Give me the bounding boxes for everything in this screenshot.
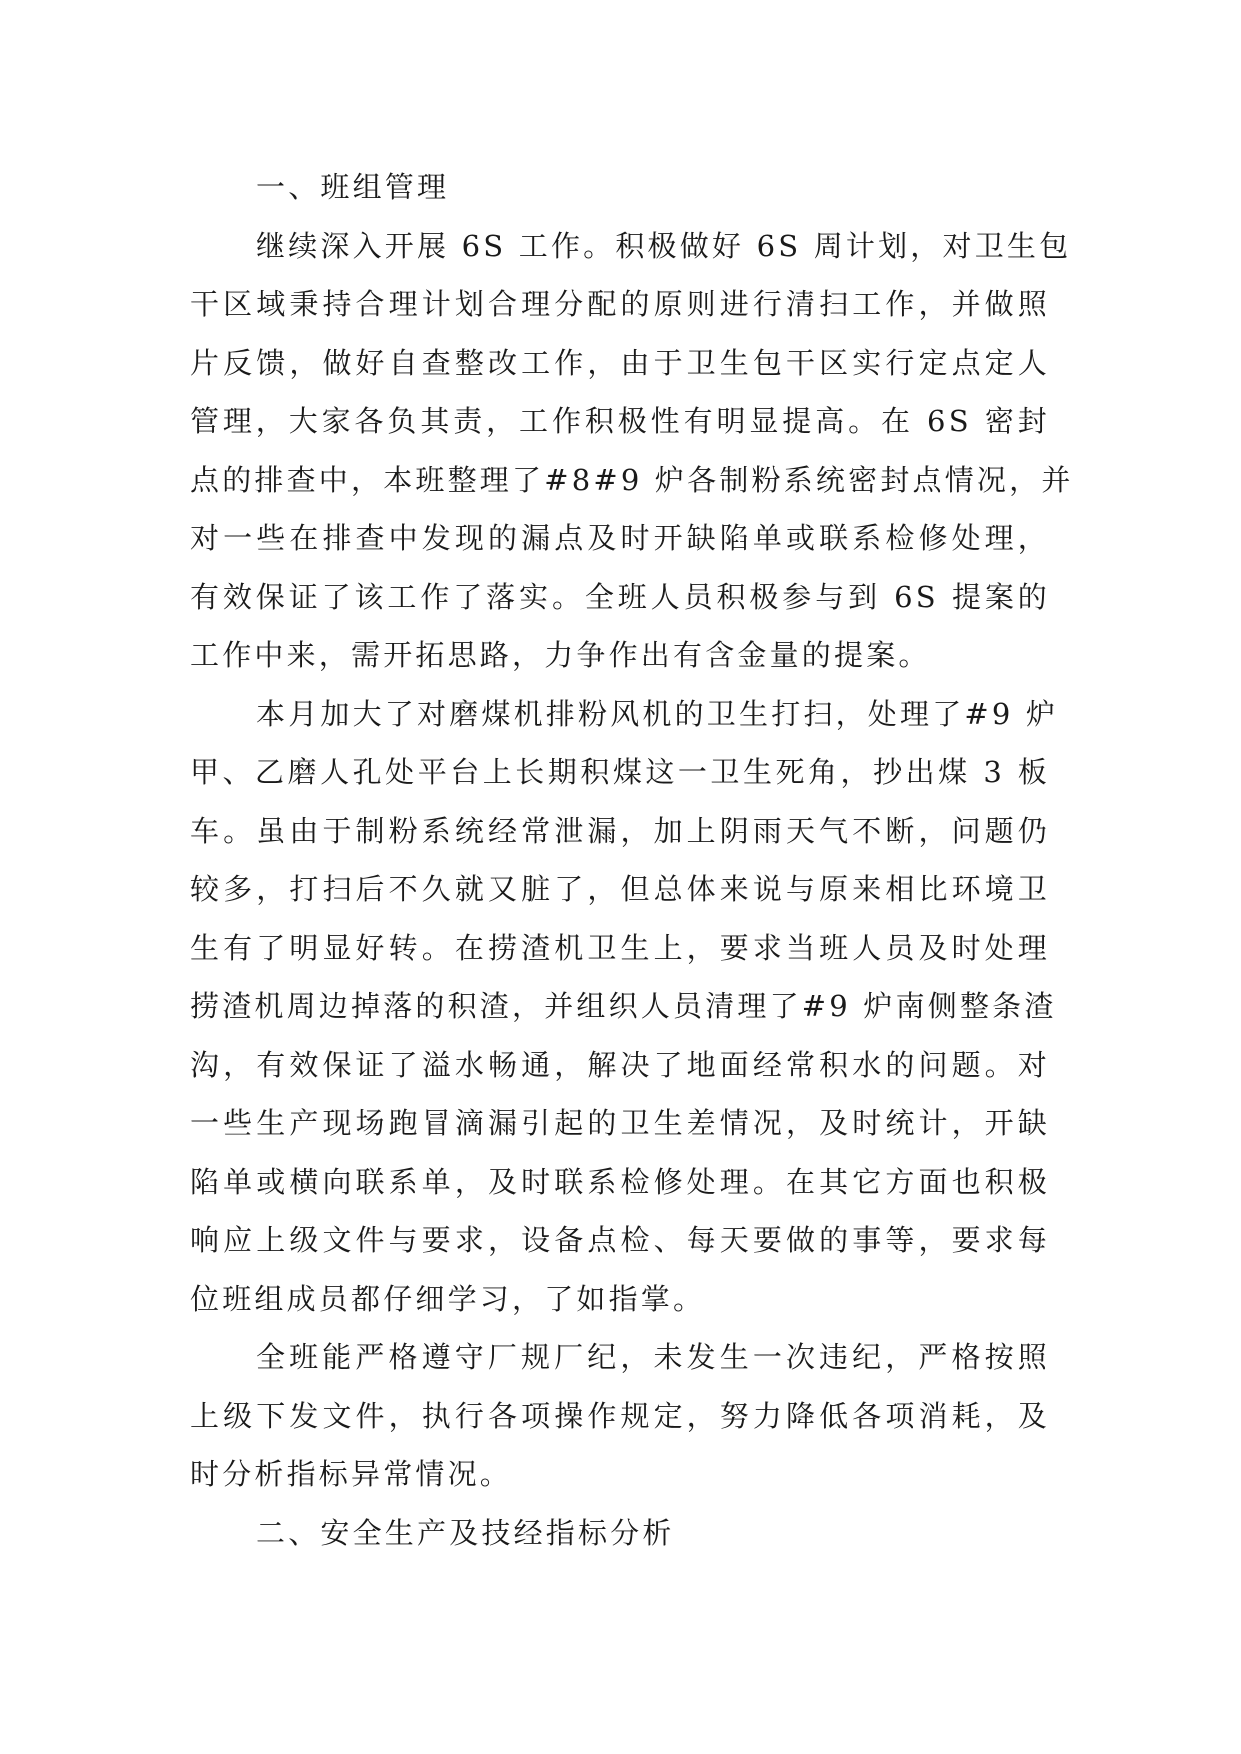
text-line: 点的排查中，本班整理了#8#9 炉各制粉系统密封点情况，并 <box>190 462 1074 497</box>
section-heading-safety-production: 二、安全生产及技经指标分析 <box>256 1515 675 1550</box>
text-line: 本月加大了对磨煤机排粉风机的卫生打扫，处理了#9 炉 <box>256 696 1059 731</box>
text-line: 位班组成员都仔细学习，了如指掌。 <box>190 1281 706 1316</box>
text-line: 管理，大家各负其责，工作积极性有明显提高。在 6S 密封 <box>190 404 1050 438</box>
text-line: 片反馈，做好自查整改工作，由于卫生包干区实行定点定人 <box>190 345 1050 380</box>
text-line: 时分析指标异常情况。 <box>190 1457 513 1491</box>
text-line: 工作中来，需开拓思路，力争作出有含金量的提案。 <box>190 638 931 672</box>
text-line: 较多，打扫后不久就又脏了，但总体来说与原来相比环境卫 <box>190 872 1050 906</box>
section-heading-team-management: 一、班组管理 <box>256 170 450 204</box>
text-line: 捞渣机周边掉落的积渣，并组织人员清理了#9 炉南侧整条渣 <box>190 989 1057 1023</box>
text-line: 沟，有效保证了溢水畅通，解决了地面经常积水的问题。对 <box>190 1047 1050 1082</box>
paragraph-6s-work <box>190 217 1074 685</box>
text-line: 继续深入开展 6S 工作。积极做好 6S 周计划，对卫生包 <box>256 228 1072 263</box>
text-line: 生有了明显好转。在捞渣机卫生上，要求当班人员及时处理 <box>190 930 1050 965</box>
text-line: 有效保证了该工作了落实。全班人员积极参与到 6S 提案的 <box>190 579 1050 614</box>
paragraph-discipline <box>190 1328 1050 1504</box>
paragraph-sanitation <box>190 685 1059 1329</box>
text-line: 一些生产现场跑冒滴漏引起的卫生差情况，及时统计，开缺 <box>190 1106 1050 1140</box>
text-line: 响应上级文件与要求，设备点检、每天要做的事等，要求每 <box>190 1223 1050 1257</box>
text-line: 干区域秉持合理计划合理分配的原则进行清扫工作，并做照 <box>190 287 1050 321</box>
document-body <box>190 158 1074 1562</box>
text-line: 上级下发文件，执行各项操作规定，努力降低各项消耗，及 <box>190 1398 1050 1433</box>
text-line: 全班能严格遵守厂规厂纪，未发生一次违纪，严格按照 <box>256 1340 1050 1374</box>
text-line: 甲、乙磨人孔处平台上长期积煤这一卫生死角，抄出煤 3 板 <box>190 755 1050 789</box>
text-line: 对一些在排查中发现的漏点及时开缺陷单或联系检修处理， <box>190 521 1050 555</box>
text-line: 车。虽由于制粉系统经常泄漏，加上阴雨天气不断，问题仍 <box>190 813 1050 848</box>
text-line: 陷单或横向联系单，及时联系检修处理。在其它方面也积极 <box>190 1164 1050 1199</box>
